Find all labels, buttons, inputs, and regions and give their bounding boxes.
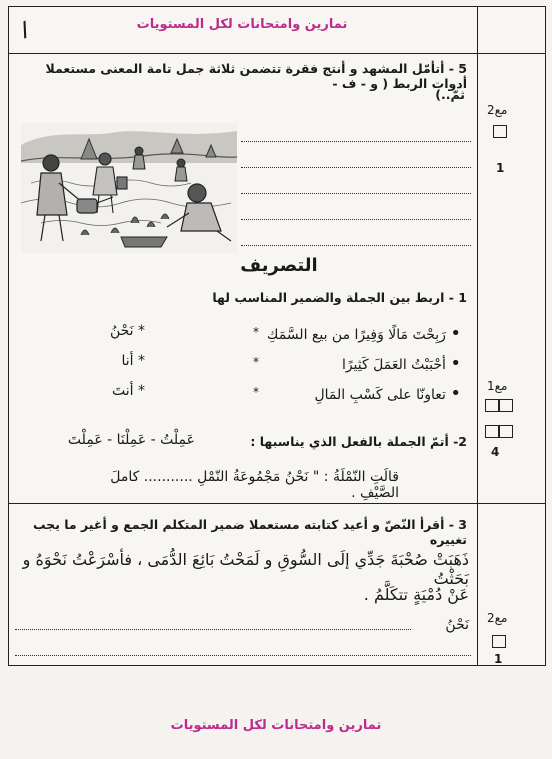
q3-text-line1: ذَهَبَتْ صُحْبَةَ جَدِّي إلَى السُّوقِ و لَمَحْتُ بَائِعَ الدُّمَى ، فأسْرَعْتُ نَحْوَهُ و بَحَثْتُ bbox=[22, 550, 469, 588]
q5-instruction-line1: 5 - أتأمّل المشهد و أنتج فقرة تتضمن ثلاثة جمل تامة المعنى مستعملا أدوات الربط ( و - ف - bbox=[45, 61, 467, 91]
q2-sentence: قالَتِ النّمْلَةُ : " نَحْنُ مَجْمُوعَةُ النّمْلِ ........... كاملَ الصَّيْفِ . bbox=[110, 469, 399, 501]
section-title: التصريف bbox=[240, 255, 318, 276]
q2-options: عَمِلْتُ - عَمِلْنَا - عَمِلْتَ bbox=[67, 432, 195, 448]
answer-line-5[interactable] bbox=[241, 245, 471, 246]
q1-pronoun-2[interactable]: * أنا bbox=[121, 353, 145, 369]
q1-instruction: 1 - اربط بين الجملة والضمير المناسب لها bbox=[212, 290, 467, 305]
connect-point[interactable]: * bbox=[253, 325, 259, 339]
score-box[interactable] bbox=[492, 635, 506, 648]
corner-mark: / bbox=[17, 16, 33, 42]
exam-sheet bbox=[8, 6, 546, 666]
q5-instruction-line2: ثمّ..) bbox=[435, 87, 465, 102]
scene-illustration bbox=[21, 123, 237, 253]
margin-criterion-label: مع2 bbox=[487, 611, 508, 625]
score-max: 4 bbox=[491, 445, 500, 459]
q3-instruction: 3 - أقرأ النّصّ و أعيد كتابته مستعملا ضمير المتكلم الجمع و أغير ما يجب تغييره bbox=[32, 517, 467, 547]
header-title: تمارين وامتحانات لكل المستويات bbox=[136, 17, 348, 32]
q1-pronoun-1[interactable]: * نَحْنُ bbox=[109, 323, 145, 339]
footer-title: تمارين وامتحانات لكل المستويات bbox=[170, 718, 382, 733]
q1-sentence-3[interactable]: • تعاونّا على كَسْبِ المَالِ bbox=[314, 383, 461, 404]
answer-line-1[interactable] bbox=[241, 141, 471, 142]
score-max: 1 bbox=[496, 161, 505, 175]
q1-sentence-2[interactable]: • أحْبَبْتُ العَمَلَ كَثِيرًا bbox=[341, 353, 461, 374]
connect-point[interactable]: * bbox=[253, 355, 259, 369]
score-box-pair[interactable] bbox=[485, 399, 515, 412]
score-box-pair[interactable] bbox=[485, 425, 515, 438]
answer-line-4[interactable] bbox=[241, 219, 471, 220]
q2-instruction: 2- أتمّ الجملة بالفعل الذي يناسبها : bbox=[250, 434, 467, 449]
q1-pronoun-3[interactable]: * أنتَ bbox=[112, 383, 145, 399]
connect-point[interactable]: * bbox=[253, 385, 259, 399]
answer-line-2[interactable] bbox=[241, 167, 471, 168]
q3-answer-line-2[interactable] bbox=[15, 655, 471, 656]
q3-text-line2: عَنْ دُمْيَةٍ تتكَلَّمُ . bbox=[363, 585, 469, 604]
score-max: 1 bbox=[494, 652, 503, 666]
q3-answer-start: نَحْنُ bbox=[445, 617, 469, 633]
margin-column-divider bbox=[477, 7, 478, 665]
q1-sentence-1[interactable]: • رَبِحْتَ مَالًا وَفِيرًا من بيع السَّمَكِ bbox=[266, 323, 461, 344]
header-divider bbox=[9, 53, 545, 54]
answer-line-3[interactable] bbox=[241, 193, 471, 194]
section-divider bbox=[9, 503, 545, 504]
q3-answer-line-1[interactable] bbox=[15, 629, 411, 630]
score-box[interactable] bbox=[493, 125, 507, 138]
margin-criterion-label: مع2 bbox=[487, 103, 508, 117]
margin-criterion-label: مع1 bbox=[487, 379, 508, 393]
